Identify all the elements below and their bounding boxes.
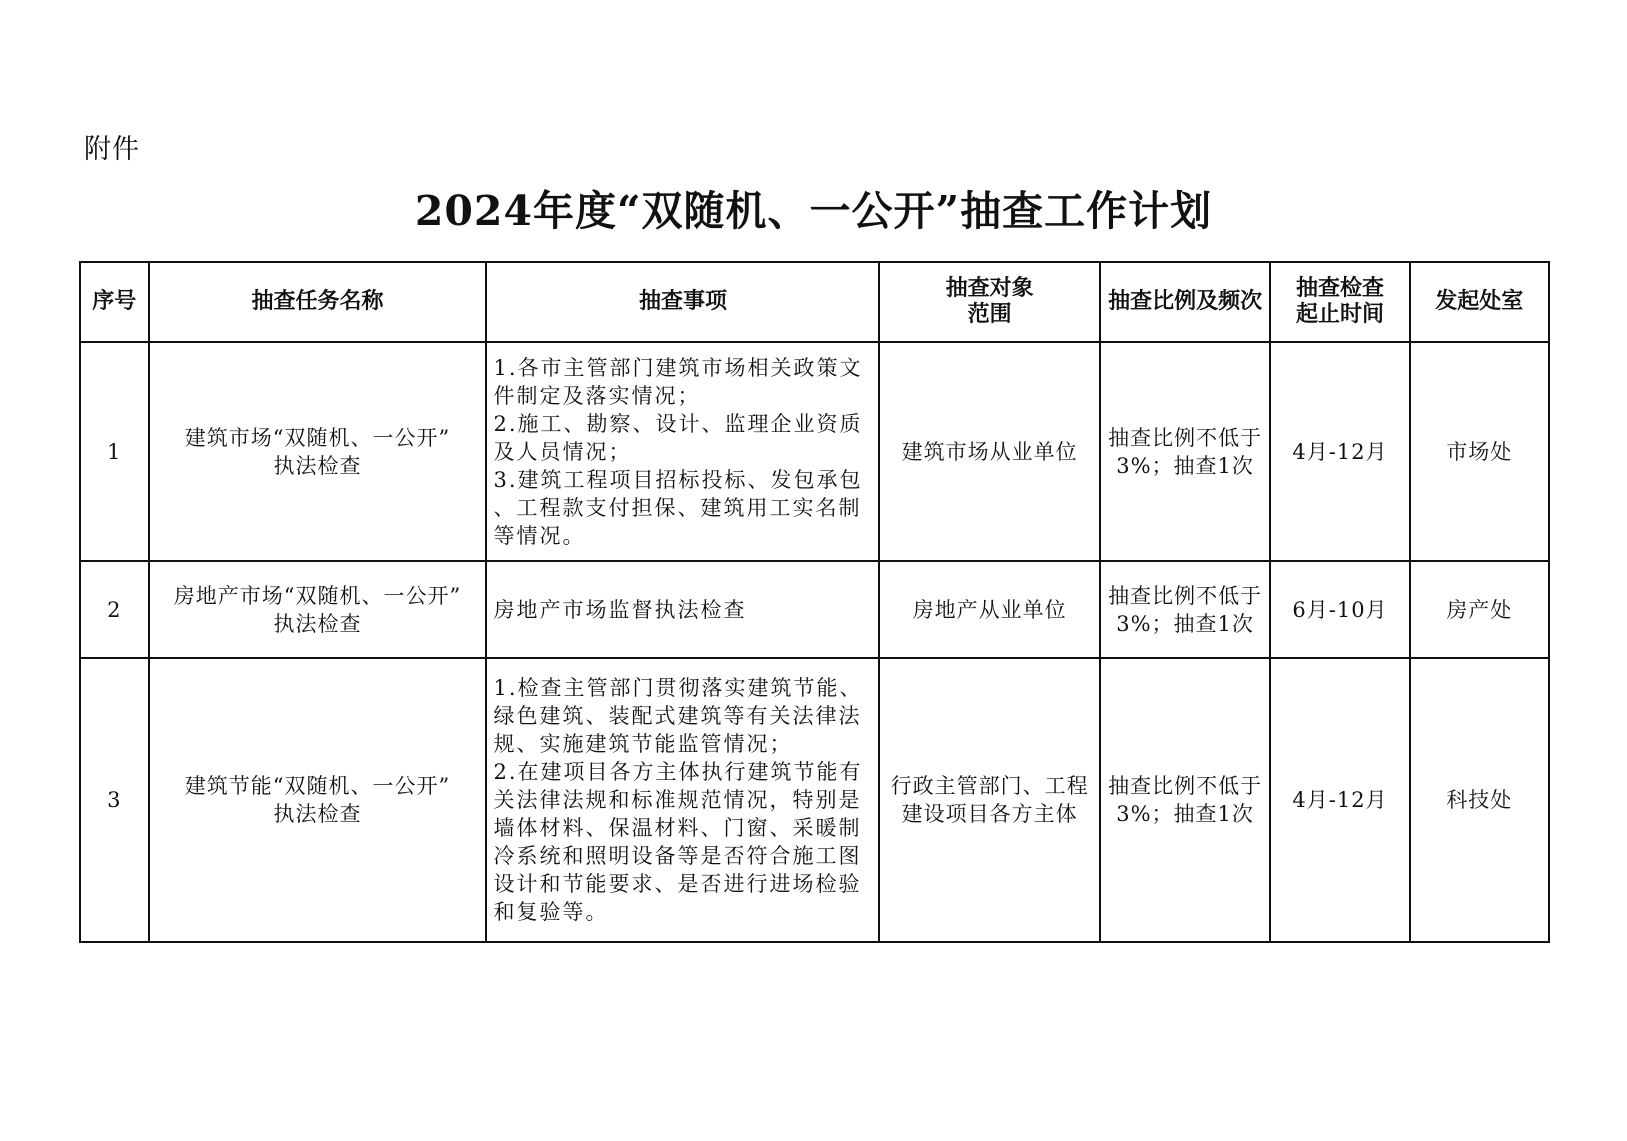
ratio-line: 3%；抽查1次 bbox=[1116, 802, 1254, 826]
item-line: 墙体材料、保温材料、门窗、采暖制 bbox=[493, 816, 862, 840]
item-line: 规、实施建筑节能监管情况； bbox=[493, 732, 793, 756]
item-line: 关法律法规和标准规范情况，特别是 bbox=[493, 788, 862, 812]
item-line: 设计和节能要求、是否进行进场检验 bbox=[493, 872, 862, 896]
item-line: 等情况。 bbox=[493, 523, 586, 548]
item-line: 件制定及落实情况； bbox=[493, 383, 701, 408]
item-line: 房地产市场监督执法检查 bbox=[493, 597, 747, 622]
header-office: 发起处室 bbox=[1410, 262, 1549, 342]
cell-seq: 2 bbox=[80, 561, 149, 658]
header-items: 抽查事项 bbox=[486, 262, 879, 342]
ratio-line: 3%；抽查1次 bbox=[1116, 453, 1254, 478]
cell-items bbox=[486, 342, 879, 561]
header-period-line2: 起止时间 bbox=[1295, 302, 1384, 327]
cell-task-name bbox=[149, 342, 487, 561]
cell-items bbox=[486, 561, 879, 658]
item-line: 1.检查主管部门贯彻落实建筑节能、 bbox=[493, 676, 863, 700]
cell-period: 4月-12月 bbox=[1270, 342, 1409, 561]
page-title: 2024年度“双随机、一公开”抽查工作计划 bbox=[414, 187, 1213, 235]
header-task-name: 抽查任务名称 bbox=[149, 262, 487, 342]
cell-ratio bbox=[1100, 658, 1270, 942]
cell-scope bbox=[879, 658, 1099, 942]
header-period-line1: 抽查检查 bbox=[1295, 276, 1384, 301]
item-line: 和复验等。 bbox=[493, 900, 609, 924]
ratio-line: 抽查比例不低于 bbox=[1108, 583, 1263, 608]
cell-task-name bbox=[149, 658, 487, 942]
task-name-line: 执法检查 bbox=[273, 453, 362, 478]
scope-line: 建设项目各方主体 bbox=[901, 802, 1078, 826]
ratio-line: 抽查比例不低于 bbox=[1108, 774, 1263, 798]
scope-line: 行政主管部门、工程 bbox=[890, 774, 1089, 798]
table-header-row bbox=[80, 262, 1549, 342]
scope-line: 房地产从业单位 bbox=[912, 597, 1067, 622]
cell-items bbox=[486, 658, 879, 942]
ratio-line: 抽查比例不低于 bbox=[1108, 425, 1263, 450]
cell-ratio bbox=[1100, 561, 1270, 658]
item-line: 绿色建筑、装配式建筑等有关法律法 bbox=[493, 704, 862, 728]
cell-period: 4月-12月 bbox=[1270, 658, 1409, 942]
cell-seq: 3 bbox=[80, 658, 149, 942]
table-row bbox=[80, 658, 1549, 942]
item-line: 、工程款支付担保、建筑用工实名制 bbox=[493, 495, 862, 520]
item-line: 1.各市主管部门建筑市场相关政策文 bbox=[493, 355, 863, 380]
item-line: 3.建筑工程项目招标投标、发包承包 bbox=[493, 467, 863, 492]
task-name-line: 建筑节能“双随机、一公开” bbox=[184, 774, 451, 798]
item-line: 2.施工、勘察、设计、监理企业资质 bbox=[493, 411, 863, 436]
header-scope-line1: 抽查对象 bbox=[945, 276, 1034, 301]
task-name-line: 执法检查 bbox=[273, 802, 362, 826]
header-scope bbox=[879, 262, 1099, 342]
table-row bbox=[80, 561, 1549, 658]
header-ratio: 抽查比例及频次 bbox=[1100, 262, 1270, 342]
item-line: 冷系统和照明设备等是否符合施工图 bbox=[493, 844, 862, 868]
header-seq: 序号 bbox=[80, 262, 149, 342]
ratio-line: 3%；抽查1次 bbox=[1116, 611, 1254, 636]
task-name-line: 房地产市场“双随机、一公开” bbox=[173, 583, 462, 608]
header-period bbox=[1270, 262, 1409, 342]
cell-office: 科技处 bbox=[1410, 658, 1549, 942]
header-scope-line2: 范围 bbox=[967, 302, 1012, 327]
scope-line: 建筑市场从业单位 bbox=[901, 439, 1078, 464]
cell-seq: 1 bbox=[80, 342, 149, 561]
cell-scope bbox=[879, 342, 1099, 561]
attachment-label: 附件 bbox=[84, 134, 140, 165]
item-line: 2.在建项目各方主体执行建筑节能有 bbox=[493, 760, 863, 784]
cell-ratio bbox=[1100, 342, 1270, 561]
cell-scope bbox=[879, 561, 1099, 658]
cell-office: 市场处 bbox=[1410, 342, 1549, 561]
cell-task-name bbox=[149, 561, 487, 658]
cell-period: 6月-10月 bbox=[1270, 561, 1409, 658]
cell-office: 房产处 bbox=[1410, 561, 1549, 658]
table-row bbox=[80, 342, 1549, 561]
task-name-line: 建筑市场“双随机、一公开” bbox=[184, 425, 451, 450]
task-name-line: 执法检查 bbox=[273, 611, 362, 636]
inspection-plan-table bbox=[79, 261, 1550, 943]
item-line: 及人员情况； bbox=[493, 439, 632, 464]
